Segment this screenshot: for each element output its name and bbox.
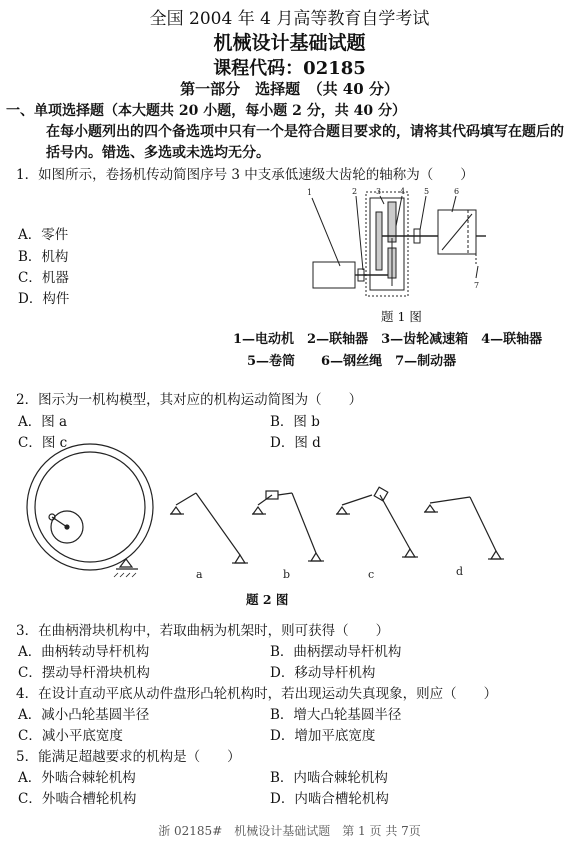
q3-option-d: D．移动导杆机构 <box>270 665 376 681</box>
q2-option-d: D．图 d <box>270 435 321 451</box>
q4-option-a: A．减小凸轮基圆半径 <box>18 707 150 723</box>
fig2-label-a: a <box>196 568 203 581</box>
question-3-stem: 3．在曲柄滑块机构中，若取曲柄为机架时，则可获得（ ） <box>16 623 390 639</box>
q3-option-a: A．曲柄转动导杆机构 <box>18 644 150 660</box>
q5-option-d: D．内啮合槽轮机构 <box>270 791 389 807</box>
fig2-label-c: c <box>368 568 375 581</box>
fig1-label-7: 7 <box>474 281 480 290</box>
figure-1-winch-diagram <box>300 186 500 310</box>
question-2-stem: 2．图示为一机构模型，其对应的机构运动简图为（ ） <box>16 392 363 408</box>
figure-1-legend-line-2: 5—卷筒 6—钢丝绳 7—制动器 <box>247 354 457 369</box>
question-4-stem: 4．在设计直动平底从动件盘形凸轮机构时，若出现运动失真现象，则应（ ） <box>16 686 498 702</box>
q2-option-a: A．图 a <box>18 414 68 430</box>
fig1-label-6: 6 <box>454 187 460 196</box>
q5-option-b: B．内啮合棘轮机构 <box>270 770 388 786</box>
course-code: 课程代码：02185 <box>213 58 366 79</box>
q1-option-a: A．零件 <box>18 227 69 243</box>
q4-option-c: C．减小平底宽度 <box>18 728 123 744</box>
instruction-line-1: 在每小题列出的四个备选项中只有一个是符合题目要求的，请将其代码填写在题后的 <box>46 124 564 140</box>
q4-option-d: D．增加平底宽度 <box>270 728 376 744</box>
fig2-label-b: b <box>283 568 291 581</box>
part-heading: 第一部分 选择题 （共 40 分） <box>180 80 399 98</box>
exam-line: 全国 2004 年 4 月高等教育自学考试 <box>149 9 430 29</box>
figure-2-mechanism-diagram <box>0 455 579 590</box>
q1-option-c: C．机器 <box>18 270 69 286</box>
section-heading: 一、单项选择题（本大题共 20 小题，每小题 2 分，共 40 分） <box>6 103 406 119</box>
figure-2-caption: 题 2 图 <box>246 592 289 607</box>
fig1-label-5: 5 <box>424 187 430 196</box>
fig1-label-2: 2 <box>352 187 358 196</box>
paper-title: 机械设计基础试题 <box>213 32 366 54</box>
question-1-stem: 1．如图所示，卷扬机传动简图序号 3 中支承低速级大齿轮的轴称为（ ） <box>16 167 474 183</box>
instruction-line-2: 括号内。错选、多选或未选均无分。 <box>46 145 270 161</box>
q1-option-b: B．机构 <box>18 249 69 265</box>
fig1-label-4: 4 <box>400 187 406 196</box>
figure-1-legend-line-1: 1—电动机 2—联轴器 3—齿轮减速箱 4—联轴器 <box>233 332 543 347</box>
q5-option-a: A．外啮合棘轮机构 <box>18 770 136 786</box>
q5-option-c: C．外啮合槽轮机构 <box>18 791 137 807</box>
q1-option-d: D．构件 <box>18 291 70 307</box>
q3-option-c: C．摆动导杆滑块机构 <box>18 665 150 681</box>
page-footer: 浙 02185# 机械设计基础试题 第 1 页 共 7页 <box>158 824 421 838</box>
fig1-label-3: 3 <box>376 187 382 196</box>
fig1-label-1: 1 <box>307 188 313 197</box>
q4-option-b: B．增大凸轮基圆半径 <box>270 707 402 723</box>
q2-option-b: B．图 b <box>270 414 320 430</box>
question-5-stem: 5．能满足超越要求的机构是（ ） <box>16 749 241 765</box>
fig2-label-d: d <box>456 565 464 578</box>
figure-1-caption: 题 1 图 <box>381 309 422 324</box>
q3-option-b: B．曲柄摆动导杆机构 <box>270 644 402 660</box>
q2-option-c: C．图 c <box>18 435 68 451</box>
